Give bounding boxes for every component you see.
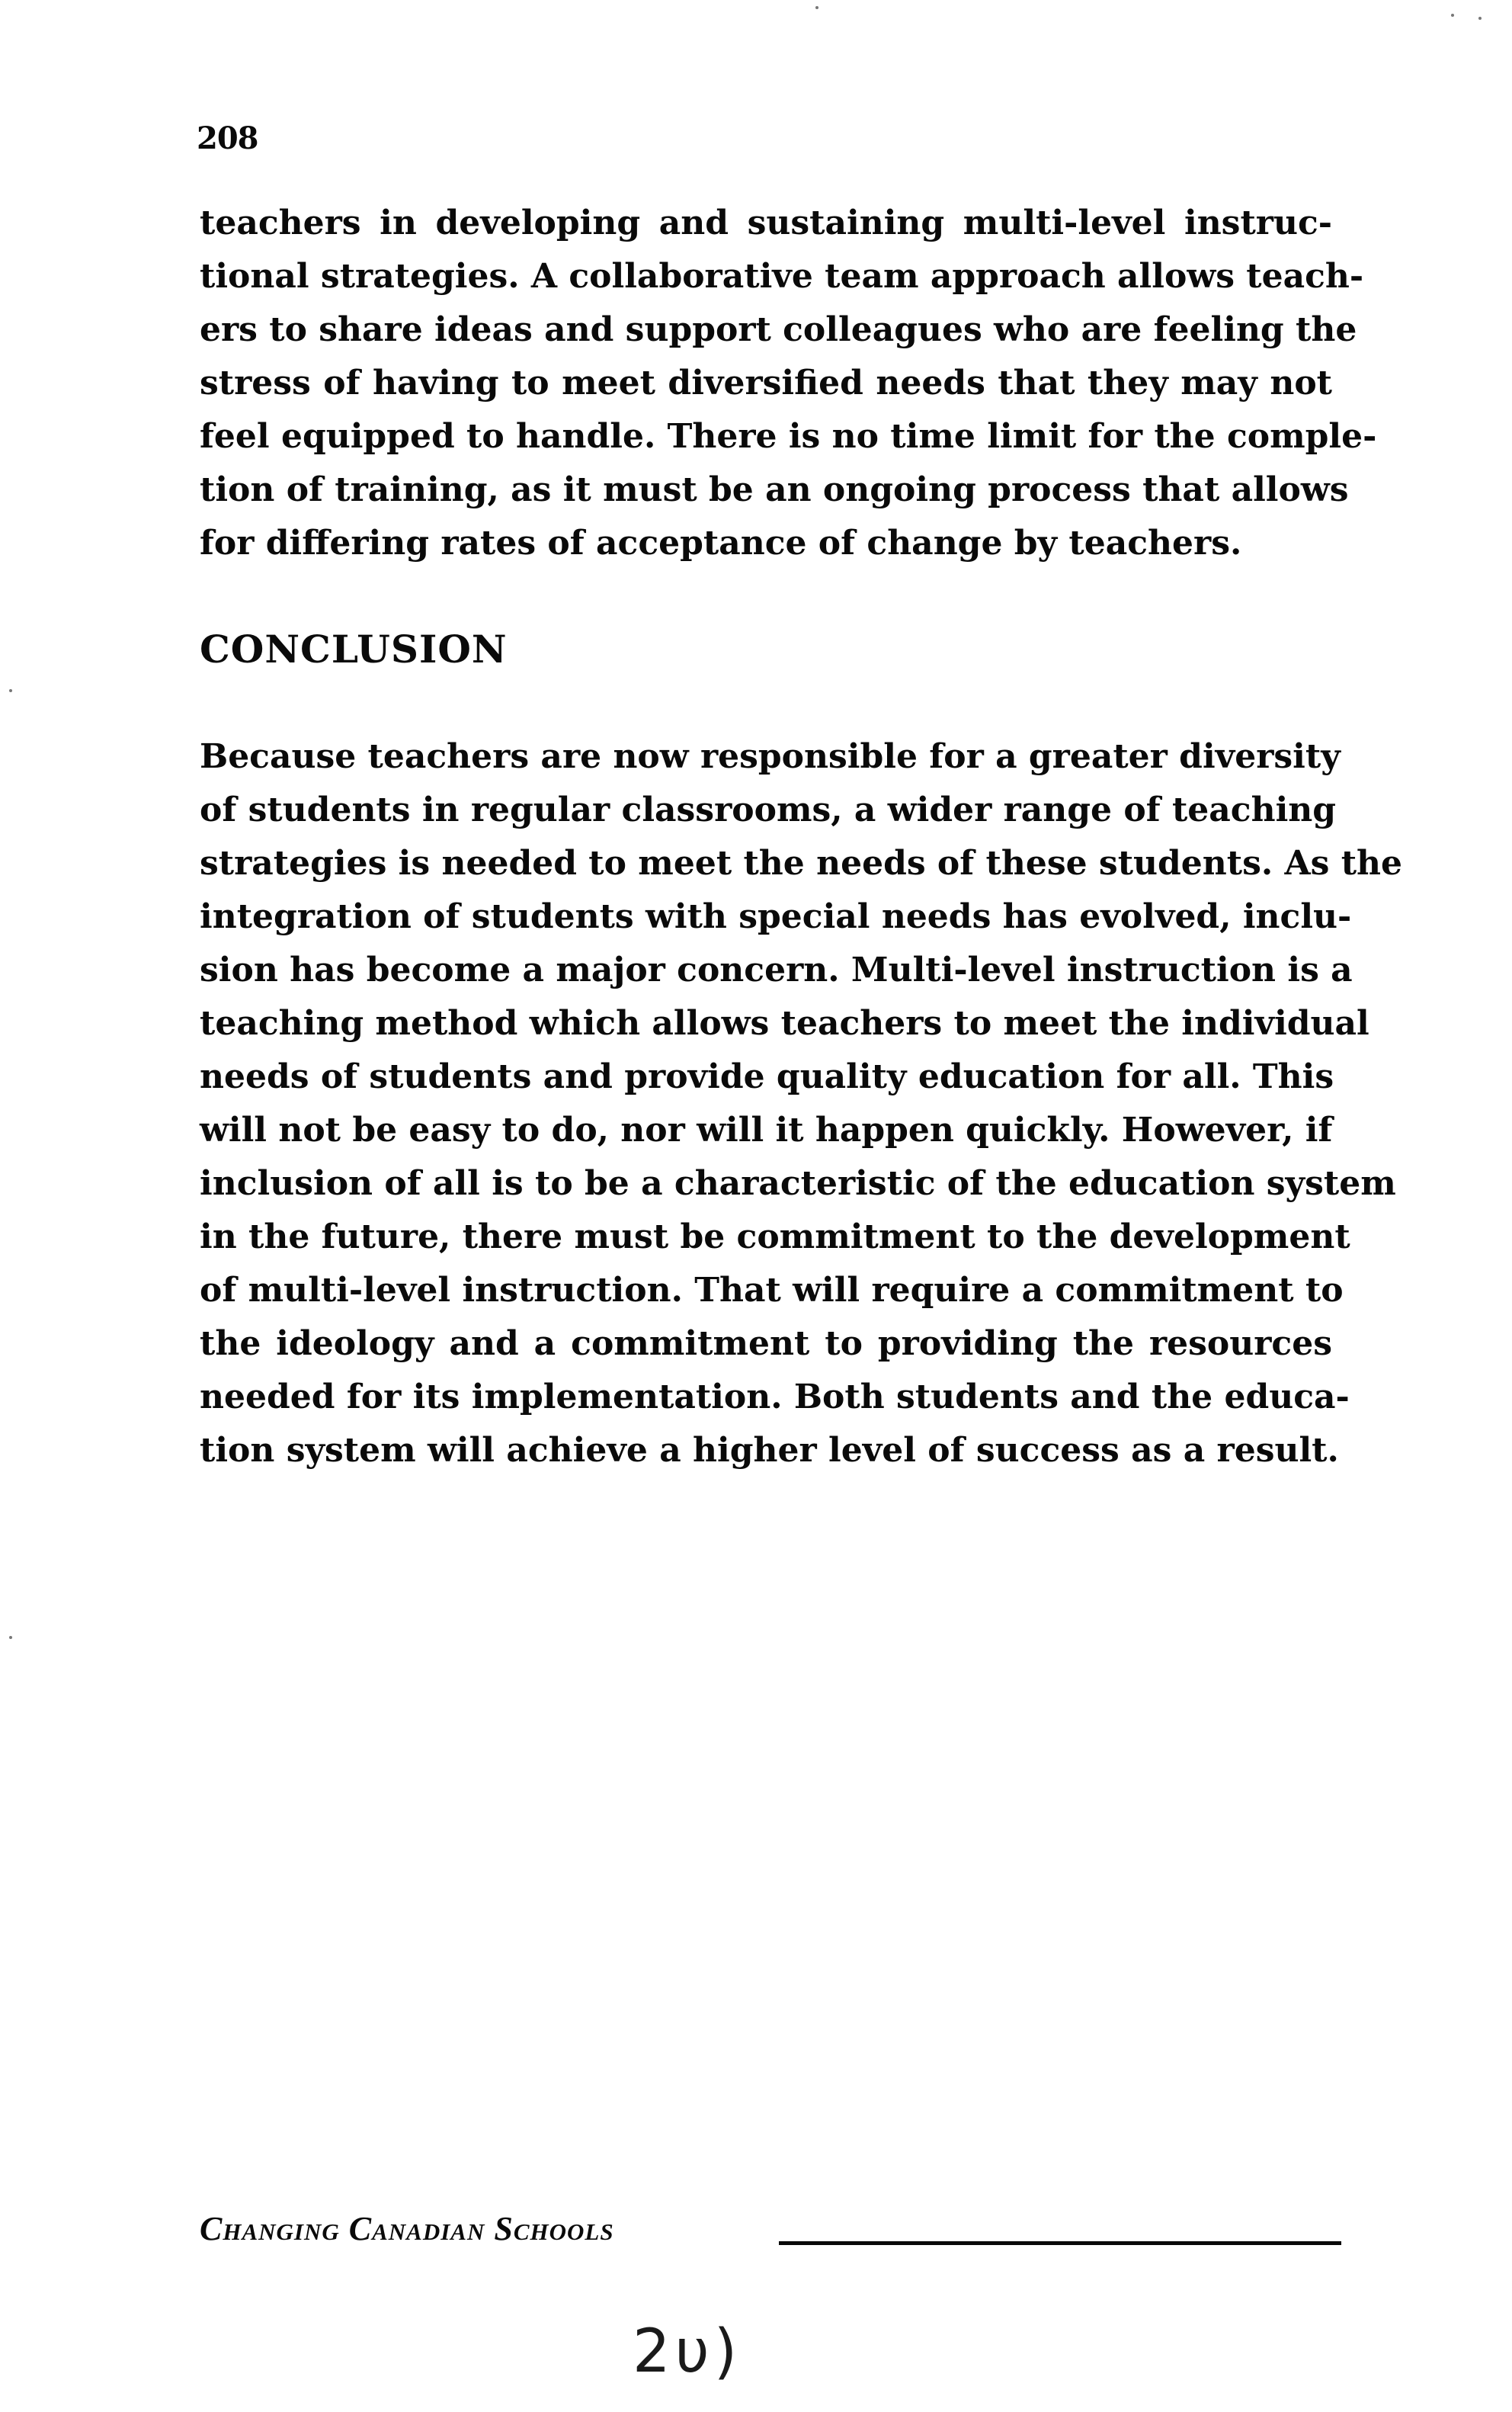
scan-speck: [1451, 14, 1454, 17]
footer-rule: [779, 2241, 1341, 2245]
footer-title: Changing Canadian Schools: [200, 2210, 614, 2247]
text-line: in the future, there must be commitment to the development: [200, 1217, 1350, 1256]
text-line: needed for its implementation. Both students and the educa-: [200, 1378, 1350, 1416]
text-line: strategies is needed to meet the needs of these students. As the: [200, 844, 1403, 883]
scan-speck: [815, 6, 818, 9]
text-line: integration of students with special needs has evolved, inclu-: [200, 897, 1352, 936]
scan-speck: [9, 1636, 12, 1639]
text-line: tion of training, as it must be an ongoing process that allows: [200, 470, 1349, 509]
text-line: sion has become a major concern. Multi-level instruction is a: [200, 951, 1353, 989]
text-line: of students in regular classrooms, a wider range of teaching: [200, 791, 1337, 829]
section-heading: CONCLUSION: [200, 627, 508, 672]
text-line: of multi-level instruction. That will require a commitment to: [200, 1271, 1344, 1310]
text-line: teaching method which allows teachers to meet the individual: [200, 1004, 1369, 1043]
page-stamp: 2υ): [633, 2317, 742, 2386]
page-number: 208: [197, 120, 258, 156]
text-line: ers to share ideas and support colleagues who are feeling the: [200, 310, 1357, 349]
text-line: inclusion of all is to be a characteristic of the education system: [200, 1164, 1396, 1203]
scan-speck: [1478, 17, 1482, 20]
text-line: Because teachers are now responsible for a greater diversity: [200, 737, 1341, 776]
text-line: feel equipped to handle. There is no time limit for the comple-: [200, 417, 1377, 456]
text-line: needs of students and provide quality education for all. This: [200, 1057, 1334, 1096]
scan-speck: [9, 689, 12, 692]
text-line: tion system will achieve a higher level of success as a result.: [200, 1431, 1339, 1470]
text-line: stress of having to meet diversified needs that they may not: [200, 364, 1332, 403]
text-line: tional strategies. A collaborative team approach allows teach-: [200, 257, 1364, 296]
text-line: teachers in developing and sustaining multi-level instruc-: [200, 204, 1332, 242]
text-line: will not be easy to do, nor will it happen quickly. However, if: [200, 1111, 1333, 1150]
text-line: for differing rates of acceptance of change by teachers.: [200, 524, 1242, 563]
text-line: the ideology and a commitment to providing the resources: [200, 1324, 1332, 1363]
